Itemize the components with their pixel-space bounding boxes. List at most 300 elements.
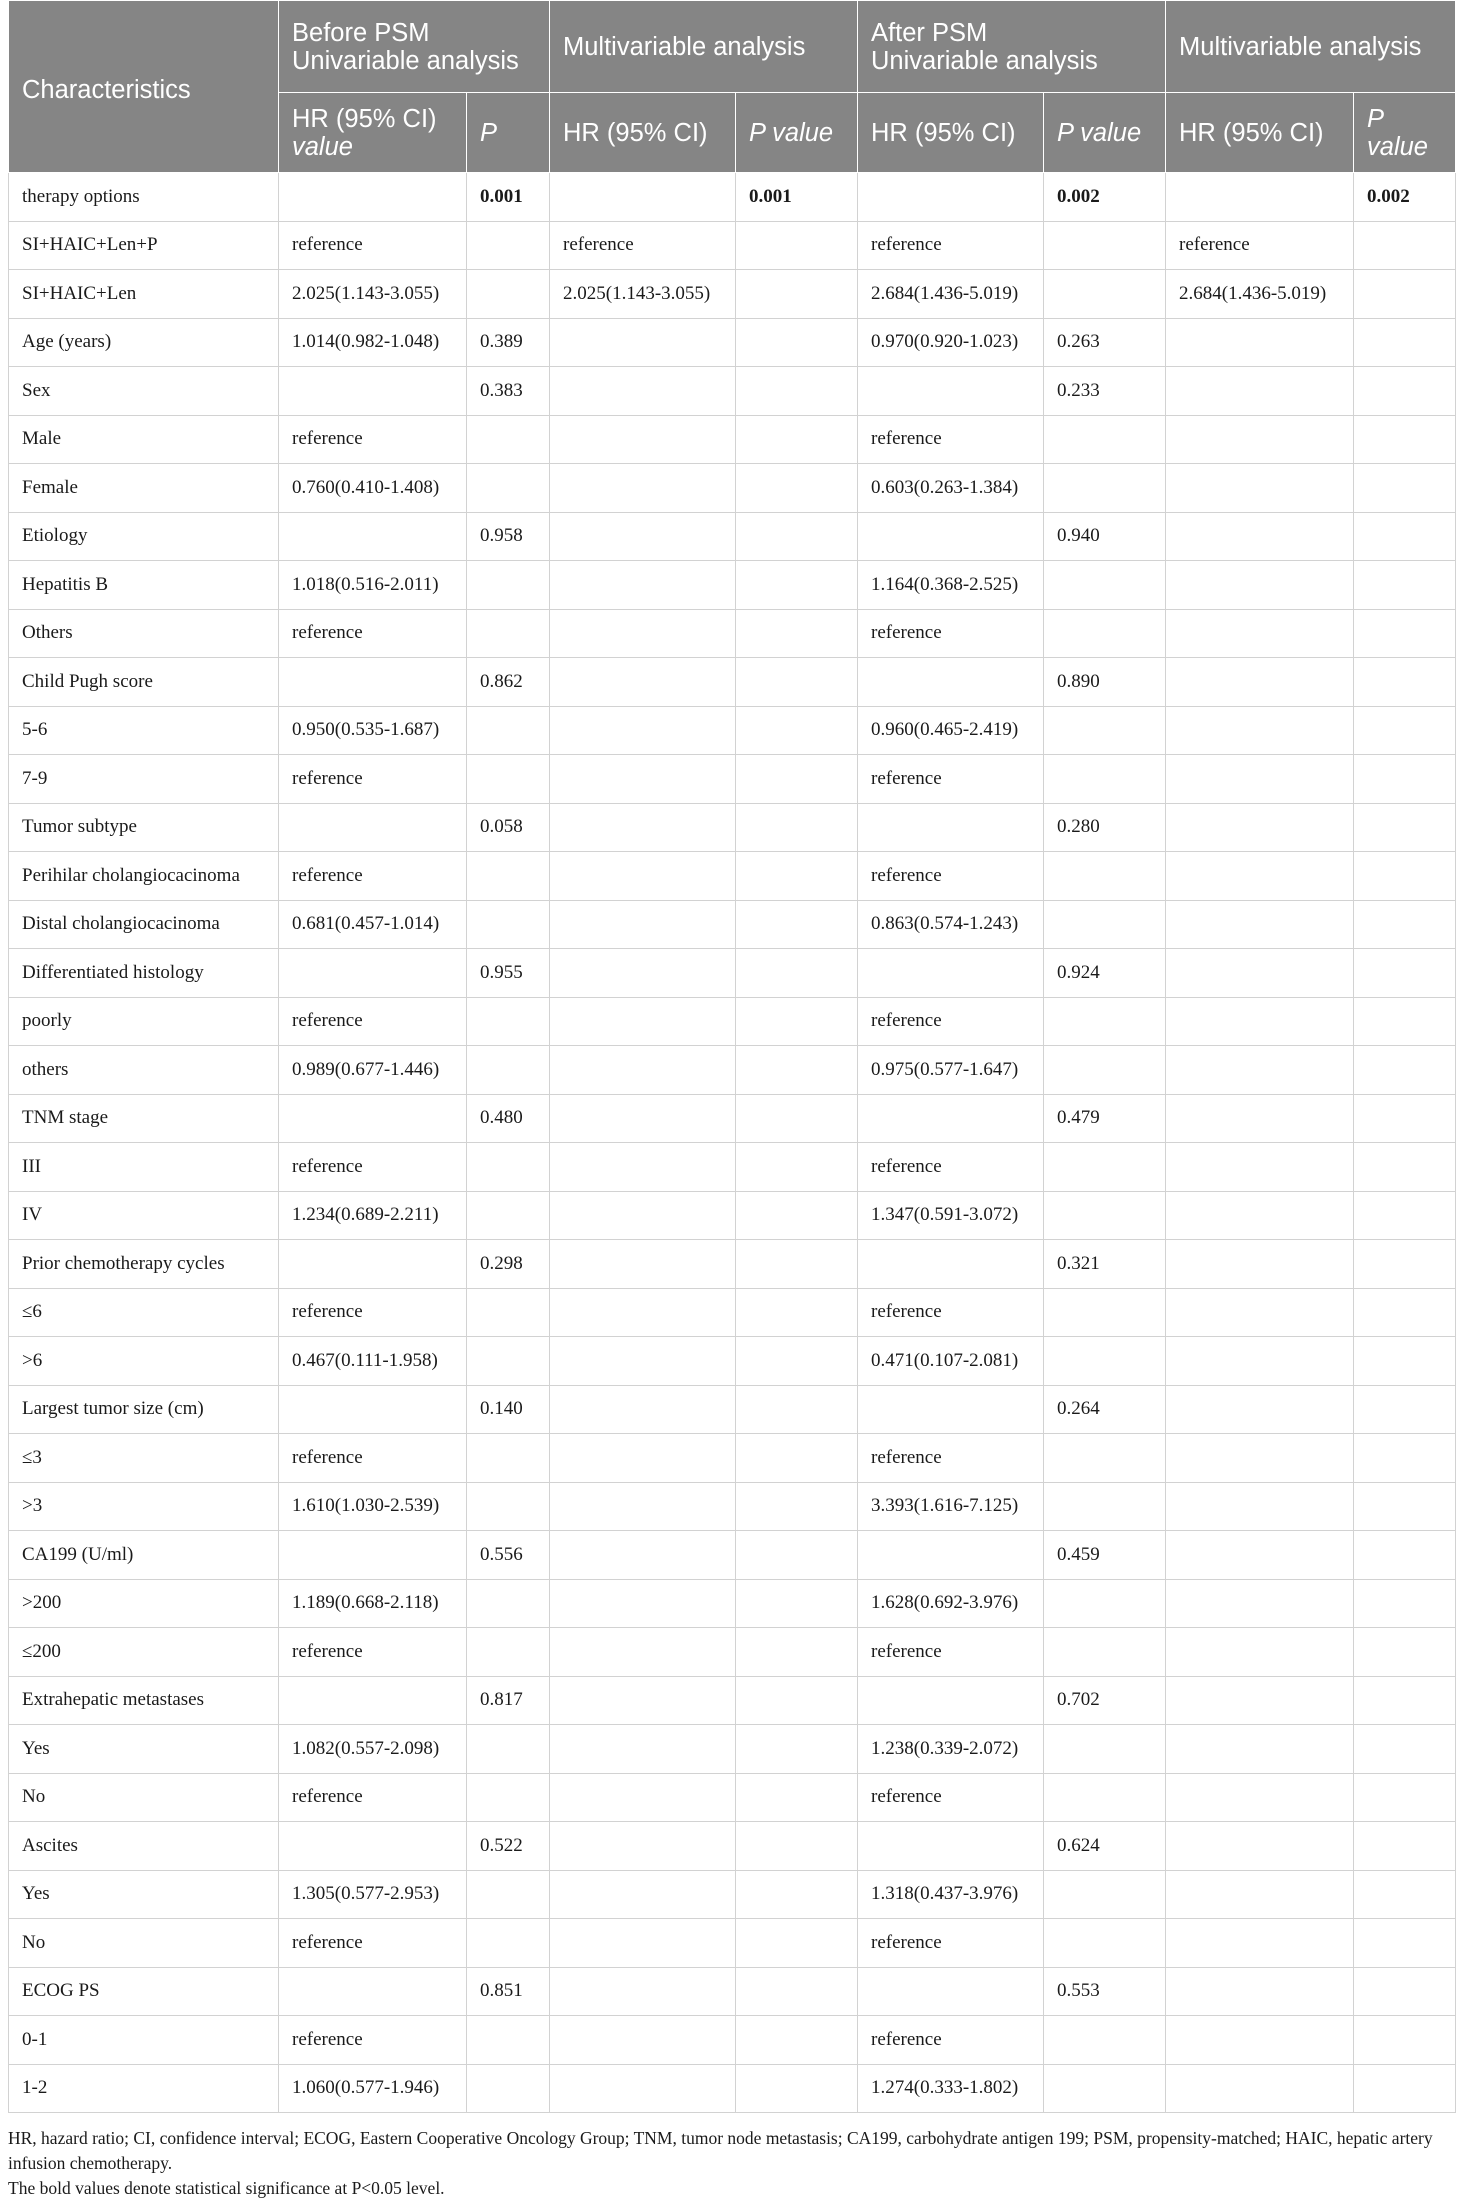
table-figure [8, 0, 1455, 2201]
table-cell [1166, 1725, 1354, 1774]
table-cell [1354, 706, 1456, 755]
table-cell [736, 997, 858, 1046]
table-cell [1354, 949, 1456, 998]
row-label-cell: IV [9, 1191, 279, 1240]
table-cell [736, 1288, 858, 1337]
subheader-p-value [1044, 93, 1166, 173]
table-row [9, 949, 1456, 998]
table-row [9, 997, 1456, 1046]
table-cell [1354, 221, 1456, 270]
header-row-groups [9, 1, 1456, 93]
table-cell: 1.274(0.333-1.802) [858, 2064, 1044, 2113]
table-cell [736, 706, 858, 755]
table-cell: reference [279, 755, 467, 804]
row-label-cell: Tumor subtype [9, 803, 279, 852]
header-group-after-psm-univariable [858, 1, 1166, 93]
table-cell: reference [279, 1628, 467, 1677]
table-cell [736, 1531, 858, 1580]
table-cell [1354, 1579, 1456, 1628]
table-cell [467, 561, 550, 610]
table-cell [1354, 1191, 1456, 1240]
table-cell [279, 1094, 467, 1143]
subheader-italic: P value [1057, 118, 1142, 147]
table-cell [550, 1822, 736, 1871]
table-cell: reference [858, 997, 1044, 1046]
row-label-cell: Differentiated histology [9, 949, 279, 998]
table-cell [1354, 1482, 1456, 1531]
table-cell [550, 1046, 736, 1095]
table-cell [736, 1919, 858, 1968]
table-cell: 0.383 [467, 367, 550, 416]
table-cell [1354, 1337, 1456, 1386]
table-cell [1166, 1531, 1354, 1580]
table-row [9, 609, 1456, 658]
table-row [9, 1967, 1456, 2016]
table-row [9, 900, 1456, 949]
table-cell: 0.862 [467, 658, 550, 707]
table-cell [858, 1240, 1044, 1289]
row-label-cell: Male [9, 415, 279, 464]
table-cell: reference [279, 852, 467, 901]
subheader-hr-ci [279, 93, 467, 173]
table-cell [550, 1434, 736, 1483]
table-cell [1166, 1482, 1354, 1531]
table-cell: 1.238(0.339-2.072) [858, 1725, 1044, 1774]
table-cell [550, 1725, 736, 1774]
table-row [9, 1482, 1456, 1531]
subheader-italic: P value [749, 118, 834, 147]
table-cell [736, 1822, 858, 1871]
table-cell [1044, 1725, 1166, 1774]
row-label-cell: CA199 (U/ml) [9, 1531, 279, 1580]
table-cell [736, 1046, 858, 1095]
header-group-line1: Multivariable analysis [563, 32, 806, 61]
table-cell: 0.140 [467, 1385, 550, 1434]
row-label-cell: Prior chemotherapy cycles [9, 1240, 279, 1289]
table-cell [279, 512, 467, 561]
table-cell [1166, 561, 1354, 610]
table-cell [550, 1773, 736, 1822]
table-cell: 0.940 [1044, 512, 1166, 561]
table-cell: 0.702 [1044, 1676, 1166, 1725]
table-row [9, 1531, 1456, 1580]
table-cell: reference [279, 1143, 467, 1192]
table-cell: 0.924 [1044, 949, 1166, 998]
table-cell: reference [858, 852, 1044, 901]
table-cell: 0.851 [467, 1967, 550, 2016]
table-cell [1354, 1628, 1456, 1677]
table-cell [467, 1288, 550, 1337]
header-group-line2: Univariable analysis [871, 46, 1098, 75]
table-cell: 0.681(0.457-1.014) [279, 900, 467, 949]
table-cell: reference [858, 415, 1044, 464]
table-row [9, 706, 1456, 755]
table-row [9, 1822, 1456, 1871]
table-cell: 0.002 [1354, 173, 1456, 222]
subheader-normal: HR (95% CI) [563, 118, 708, 147]
table-cell [1044, 1919, 1166, 1968]
table-cell: reference [279, 997, 467, 1046]
table-cell: 0.467(0.111-1.958) [279, 1337, 467, 1386]
table-cell: 0.471(0.107-2.081) [858, 1337, 1044, 1386]
header-characteristics: Characteristics [9, 1, 279, 173]
table-cell: 3.393(1.616-7.125) [858, 1482, 1044, 1531]
table-cell [1354, 1773, 1456, 1822]
row-label-cell: III [9, 1143, 279, 1192]
table-cell [1044, 1628, 1166, 1677]
table-row [9, 1773, 1456, 1822]
table-cell [1166, 1191, 1354, 1240]
row-label-cell: ≤3 [9, 1434, 279, 1483]
table-cell [467, 609, 550, 658]
table-cell [1044, 1143, 1166, 1192]
table-cell [736, 949, 858, 998]
table-row [9, 2016, 1456, 2065]
table-cell: reference [858, 2016, 1044, 2065]
table-cell [279, 1385, 467, 1434]
table-cell [736, 221, 858, 270]
subheader-italic-value: value [1367, 132, 1428, 161]
table-cell [1354, 464, 1456, 513]
table-cell [467, 852, 550, 901]
results-table [8, 0, 1456, 2113]
table-cell: reference [858, 1628, 1044, 1677]
table-cell [1354, 415, 1456, 464]
table-cell [736, 1579, 858, 1628]
table-cell [1354, 1967, 1456, 2016]
table-cell [1166, 1628, 1354, 1677]
table-cell: reference [279, 221, 467, 270]
table-cell: 1.082(0.557-2.098) [279, 1725, 467, 1774]
table-cell [1044, 900, 1166, 949]
table-cell [858, 949, 1044, 998]
table-row [9, 464, 1456, 513]
table-cell: 0.863(0.574-1.243) [858, 900, 1044, 949]
table-cell [467, 415, 550, 464]
row-label-cell: Female [9, 464, 279, 513]
table-cell [1354, 2064, 1456, 2113]
row-label-cell: No [9, 1773, 279, 1822]
table-cell [858, 367, 1044, 416]
table-cell [550, 1967, 736, 2016]
table-cell: 2.025(1.143-3.055) [279, 270, 467, 319]
subheader-p-value-wrapped [1354, 93, 1456, 173]
table-cell [858, 173, 1044, 222]
subheader-italic: value [292, 132, 353, 161]
table-cell [1044, 755, 1166, 804]
table-cell [550, 1240, 736, 1289]
table-cell [736, 512, 858, 561]
table-row [9, 755, 1456, 804]
table-cell [1354, 1725, 1456, 1774]
table-cell [736, 1385, 858, 1434]
row-label-cell: Age (years) [9, 318, 279, 367]
table-cell [1166, 464, 1354, 513]
header-group-line1: Before PSM [292, 18, 430, 47]
table-cell: reference [858, 1919, 1044, 1968]
table-cell [1166, 1967, 1354, 2016]
table-cell: 0.624 [1044, 1822, 1166, 1871]
row-label-cell: 0-1 [9, 2016, 279, 2065]
table-cell [1166, 367, 1354, 416]
table-cell [279, 803, 467, 852]
table-row [9, 1046, 1456, 1095]
table-cell: reference [279, 1288, 467, 1337]
table-cell [279, 1240, 467, 1289]
table-cell: reference [858, 1143, 1044, 1192]
table-cell [736, 318, 858, 367]
table-cell [736, 1676, 858, 1725]
table-cell [1166, 1240, 1354, 1289]
table-cell [550, 1482, 736, 1531]
table-body [9, 173, 1456, 2113]
row-label-cell: 7-9 [9, 755, 279, 804]
table-cell: 1.189(0.668-2.118) [279, 1579, 467, 1628]
table-cell [736, 270, 858, 319]
table-row [9, 270, 1456, 319]
table-cell [550, 1676, 736, 1725]
table-row [9, 1919, 1456, 1968]
table-cell [1166, 852, 1354, 901]
table-cell [467, 1143, 550, 1192]
table-cell: 1.018(0.516-2.011) [279, 561, 467, 610]
table-cell [1354, 1288, 1456, 1337]
table-cell [467, 900, 550, 949]
table-cell [467, 464, 550, 513]
table-cell [858, 1967, 1044, 2016]
table-cell [467, 1628, 550, 1677]
table-cell [1354, 1434, 1456, 1483]
table-cell [1166, 1870, 1354, 1919]
table-cell [467, 1579, 550, 1628]
row-label-cell: Distal cholangiocacinoma [9, 900, 279, 949]
row-label-cell: poorly [9, 997, 279, 1046]
table-cell [1044, 852, 1166, 901]
table-row [9, 367, 1456, 416]
table-cell [467, 1870, 550, 1919]
table-cell [1354, 1046, 1456, 1095]
row-label-cell: Child Pugh score [9, 658, 279, 707]
row-label-cell: Sex [9, 367, 279, 416]
table-cell: 0.603(0.263-1.384) [858, 464, 1044, 513]
footnote-abbreviations: HR, hazard ratio; CI, confidence interval; ECOG, Eastern Cooperative Oncology Group; TNM, tumor node metastasis; CA199, carbohydrate antigen 199; PSM, propensity-matched; HAIC, hepatic artery infusion chemotherapy. [8, 2128, 1433, 2173]
table-cell [736, 658, 858, 707]
table-cell [858, 1676, 1044, 1725]
table-cell [1166, 1434, 1354, 1483]
table-cell [467, 270, 550, 319]
table-cell [1354, 755, 1456, 804]
table-cell: 0.817 [467, 1676, 550, 1725]
table-cell [550, 658, 736, 707]
table-cell [736, 464, 858, 513]
table-cell [550, 706, 736, 755]
table-cell [1354, 1919, 1456, 1968]
table-cell [1044, 270, 1166, 319]
subheader-normal: HR (95% CI) [292, 104, 437, 133]
table-cell: 0.058 [467, 803, 550, 852]
table-cell [1044, 997, 1166, 1046]
row-label-cell: >200 [9, 1579, 279, 1628]
table-cell [279, 1676, 467, 1725]
table-cell: reference [858, 221, 1044, 270]
table-cell [550, 1870, 736, 1919]
table-cell [467, 1191, 550, 1240]
table-cell [1166, 415, 1354, 464]
table-cell [1044, 1579, 1166, 1628]
table-cell: 0.522 [467, 1822, 550, 1871]
row-label-cell: >6 [9, 1337, 279, 1386]
table-cell [1354, 1870, 1456, 1919]
table-row [9, 415, 1456, 464]
table-cell [1166, 1288, 1354, 1337]
table-cell [1044, 1773, 1166, 1822]
table-cell: reference [279, 1434, 467, 1483]
row-label-cell: Hepatitis B [9, 561, 279, 610]
row-label-cell: 5-6 [9, 706, 279, 755]
table-cell: reference [279, 1919, 467, 1968]
table-cell: 1.347(0.591-3.072) [858, 1191, 1044, 1240]
table-cell [1166, 1773, 1354, 1822]
table-cell: reference [858, 755, 1044, 804]
table-cell [467, 755, 550, 804]
table-cell [858, 1385, 1044, 1434]
table-cell [1166, 1046, 1354, 1095]
table-cell [467, 706, 550, 755]
row-label-cell: therapy options [9, 173, 279, 222]
subheader-p-value [736, 93, 858, 173]
table-cell: 1.305(0.577-2.953) [279, 1870, 467, 1919]
table-cell [1354, 270, 1456, 319]
table-cell [1166, 1094, 1354, 1143]
table-cell: 1.060(0.577-1.946) [279, 2064, 467, 2113]
table-cell: reference [858, 1434, 1044, 1483]
table-cell: reference [279, 609, 467, 658]
table-cell: 0.459 [1044, 1531, 1166, 1580]
subheader-normal: HR (95% CI) [871, 118, 1016, 147]
table-cell [467, 2064, 550, 2113]
table-cell [1166, 1919, 1354, 1968]
table-cell [1166, 900, 1354, 949]
table-cell [550, 997, 736, 1046]
table-cell [736, 415, 858, 464]
table-cell: 0.001 [467, 173, 550, 222]
table-cell [279, 658, 467, 707]
row-label-cell: Largest tumor size (cm) [9, 1385, 279, 1434]
table-cell [550, 415, 736, 464]
table-cell: 0.950(0.535-1.687) [279, 706, 467, 755]
table-cell: 0.975(0.577-1.647) [858, 1046, 1044, 1095]
row-label-cell: SI+HAIC+Len+P [9, 221, 279, 270]
table-row [9, 803, 1456, 852]
table-cell [467, 1773, 550, 1822]
row-label-cell: ≤200 [9, 1628, 279, 1677]
table-cell [1354, 367, 1456, 416]
table-cell [1354, 997, 1456, 1046]
row-label-cell: SI+HAIC+Len [9, 270, 279, 319]
table-cell [1354, 561, 1456, 610]
table-cell [1166, 1337, 1354, 1386]
table-cell: 1.234(0.689-2.211) [279, 1191, 467, 1240]
table-row [9, 512, 1456, 561]
table-cell: 0.002 [1044, 173, 1166, 222]
table-cell [736, 1240, 858, 1289]
table-cell: 0.989(0.677-1.446) [279, 1046, 467, 1095]
table-row [9, 2064, 1456, 2113]
table-cell: reference [279, 2016, 467, 2065]
table-cell [1354, 852, 1456, 901]
table-cell [550, 512, 736, 561]
table-cell: reference [279, 415, 467, 464]
row-label-cell: ECOG PS [9, 1967, 279, 2016]
row-label-cell: Yes [9, 1725, 279, 1774]
table-cell [1354, 658, 1456, 707]
table-cell [736, 755, 858, 804]
table-cell [467, 1337, 550, 1386]
table-row [9, 1870, 1456, 1919]
subheader-hr-ci [858, 93, 1044, 173]
table-cell: 2.025(1.143-3.055) [550, 270, 736, 319]
table-cell [1044, 1288, 1166, 1337]
table-cell [736, 1434, 858, 1483]
subheader-hr-ci [550, 93, 736, 173]
row-label-cell: Extrahepatic metastases [9, 1676, 279, 1725]
table-cell [1166, 2064, 1354, 2113]
table-cell [736, 852, 858, 901]
table-cell: 1.610(1.030-2.539) [279, 1482, 467, 1531]
table-cell [1354, 318, 1456, 367]
table-row [9, 173, 1456, 222]
table-cell: 0.553 [1044, 1967, 1166, 2016]
table-cell [1166, 997, 1354, 1046]
table-cell [467, 1725, 550, 1774]
table-cell: reference [858, 1288, 1044, 1337]
table-cell [736, 1337, 858, 1386]
table-cell [550, 1919, 736, 1968]
table-row [9, 658, 1456, 707]
table-cell [1166, 658, 1354, 707]
subheader-normal: HR (95% CI) [1179, 118, 1324, 147]
table-cell [279, 367, 467, 416]
table-cell [1166, 1143, 1354, 1192]
table-cell: 0.389 [467, 318, 550, 367]
row-label-cell: others [9, 1046, 279, 1095]
table-cell: 0.264 [1044, 1385, 1166, 1434]
table-cell [1044, 706, 1166, 755]
table-cell [1354, 1822, 1456, 1871]
table-row [9, 1288, 1456, 1337]
table-cell [550, 1628, 736, 1677]
table-cell: 1.014(0.982-1.048) [279, 318, 467, 367]
table-cell [736, 2064, 858, 2113]
table-cell [736, 1628, 858, 1677]
subheader-p [467, 93, 550, 173]
table-cell [1354, 1531, 1456, 1580]
table-cell [1044, 415, 1166, 464]
table-cell [550, 755, 736, 804]
table-cell [550, 803, 736, 852]
table-cell [550, 318, 736, 367]
table-cell [1166, 2016, 1354, 2065]
table-cell [550, 1094, 736, 1143]
table-cell [1044, 1434, 1166, 1483]
table-cell [279, 1822, 467, 1871]
subheader-italic-p: P [1367, 104, 1385, 133]
table-row [9, 1434, 1456, 1483]
row-label-cell: ≤6 [9, 1288, 279, 1337]
table-row [9, 1725, 1456, 1774]
table-cell: reference [279, 1773, 467, 1822]
table-cell: reference [858, 609, 1044, 658]
